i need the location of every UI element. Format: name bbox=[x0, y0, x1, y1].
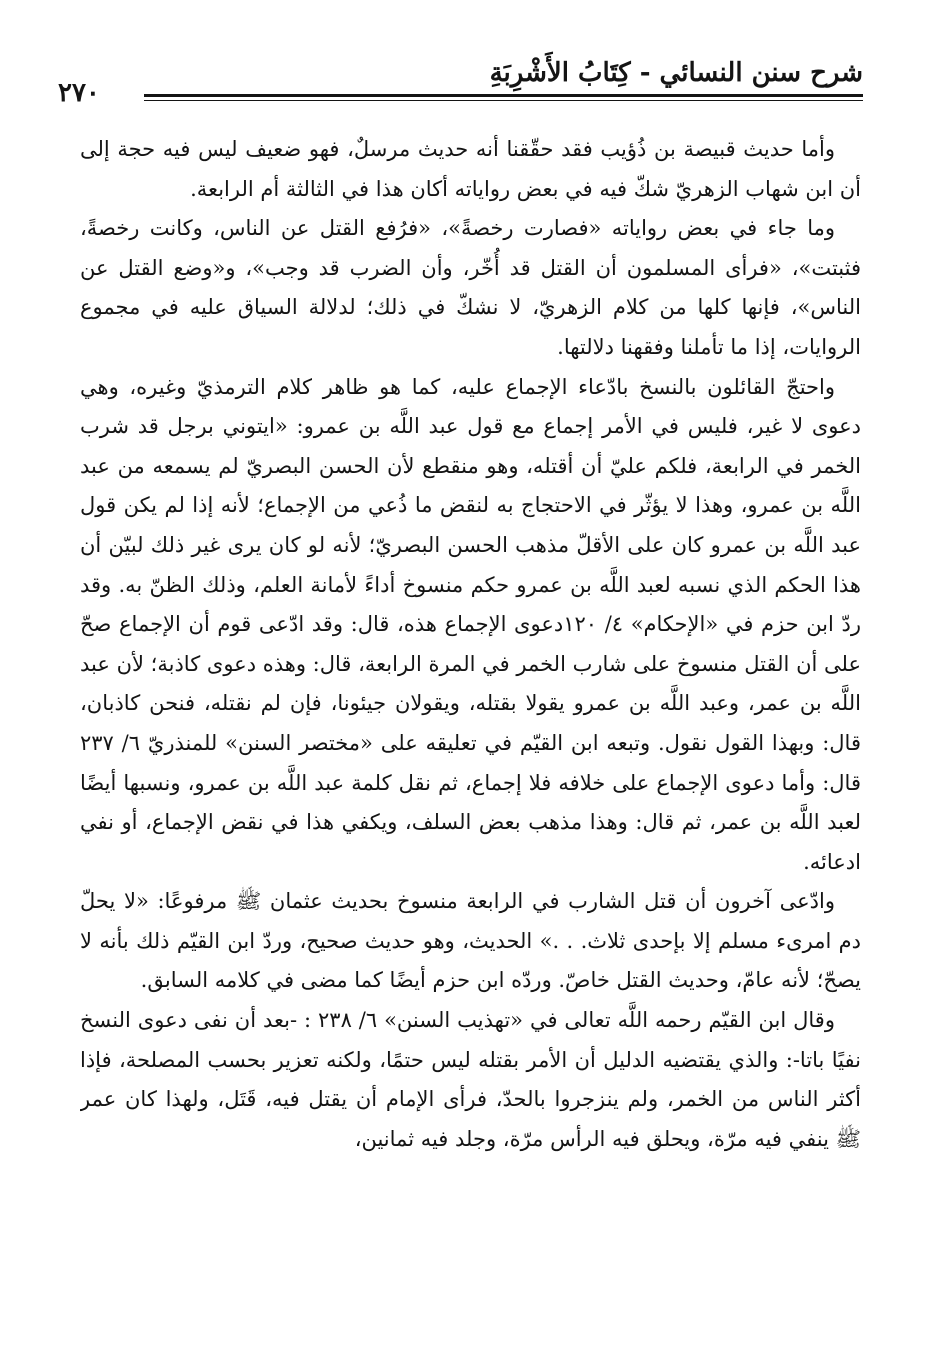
paragraph-2: وما جاء في بعض رواياته «فصارت رخصةً»، «فرُفع القتل عن الناس، وكانت رخصةً، فثبتت»، «فرأى المسلمون أن القتل قد أُخّر، وأن الضرب قد وجب»، و«وضع القتل عن الناس»، فإنها كلها من كلام الزهريّ، لا نشكّ في ذلك؛ لدلالة السياق عليه في مجموع الروايات، إذا ما تأملنا وفقهنا دلالتها. bbox=[80, 216, 861, 359]
paragraph-3: واحتجّ القائلون بالنسخ بادّعاء الإجماع عليه، كما هو ظاهر كلام الترمذيّ وغيره، وهي دعوى لا غير، فليس في الأمر إجماع مع قول عبد اللَّه بن عمرو: «ايتوني برجل قد شرب الخمر في الرابعة، فلكم عليّ أن أقتله، وهو منقطع لأن الحسن البصريّ لم يسمعه من عبد اللَّه بن عمرو، وهذا لا يؤثّر في الاحتجاج به لنقض ما ذُعي من الإجماع؛ لأنه إذا لم يكن قول عبد اللَّه بن عمرو كان على الأقلّ مذهب الحسن البصريّ؛ لأنه لو كان يرى غير ذلك لبيّن أن هذا الحكم الذي نسبه لعبد اللَّه بن عمرو حكم منسوخ أداءً لأمانة العلم، وذلك الظنّ به. وقد ردّ ابن حزم في «الإحكام» ٤/ ١٢٠دعوى الإجماع هذه، قال: وقد ادّعى قوم أن الإجماع صحّ على أن القتل منسوخ على شارب الخمر في المرة الرابعة، قال: وهذه دعوى كاذبة؛ لأن عبد اللَّه بن عمر، وعبد اللَّه بن عمرو يقولا بقتله، ويقولان جيئونا، فإن لم نقتله، فنحن كاذبان، قال: وبهذا القول نقول. وتبعه ابن القيّم في تعليقه على «مختصر السنن» للمنذريّ ٦/ ٢٣٧ قال: وأما دعوى الإجماع على خلافه فلا إجماع، ثم نقل كلمة عبد اللَّه بن عمرو، ونسبها أيضًا لعبد اللَّه بن عمر، ثم قال: وهذا مذهب بعض السلف، ويكفي هذا في نقض الإجماع، أو نفي ادعائه. bbox=[80, 374, 861, 874]
paragraph-5: وقال ابن القيّم رحمه اللَّه تعالى في «تهذيب السنن» ٦/ ٢٣٨ : -بعد أن نفى دعوى النسخ نفيًا باتا-: والذي يقتضيه الدليل أن الأمر بقتله ليس حتمًا، ولكنه تعزير بحسب المصلحة، فإذا أكثر الناس من الخمر، ولم ينزجروا بالحدّ، فرأى الإمام أن يقتل فيه، قَتَل، ولهذا كان عمر ﷺ ينفي فيه مرّة، ويحلق فيه الرأس مرّة، وجلد فيه ثمانين، bbox=[80, 1008, 861, 1151]
page-number: ٢٧٠ bbox=[58, 78, 100, 108]
paragraph-4: وادّعى آخرون أن قتل الشارب في الرابعة منسوخ بحديث عثمان ﷺ مرفوعًا: «لا يحلّ دم امرىء مسلم إلا بإحدى ثلاث. . .» الحديث، وهو حديث صحيح، وردّ ابن القيّم ذلك بأنه لا يصحّ؛ لأنه عامّ، وحديث القتل خاصّ. وردّه ابن حزم أيضًا كما مضى في كلامه السابق. bbox=[80, 889, 861, 993]
page-header bbox=[58, 56, 863, 116]
body-text bbox=[80, 130, 861, 1355]
header-rule-thin bbox=[144, 100, 863, 101]
paragraph-1: وأما حديث قبيصة بن ذُؤيب فقد حقّقنا أنه حديث مرسلٌ، فهو ضعيف ليس فيه حجة إلى أن ابن شهاب الزهريّ شكّ فيه في بعض رواياته أكان هذا في الثالثة أم الرابعة. bbox=[80, 137, 861, 201]
header-rule-thick bbox=[144, 94, 863, 97]
running-title: شرح سنن النسائي - كِتَابُ الأَشْرِبَةِ bbox=[489, 58, 863, 88]
